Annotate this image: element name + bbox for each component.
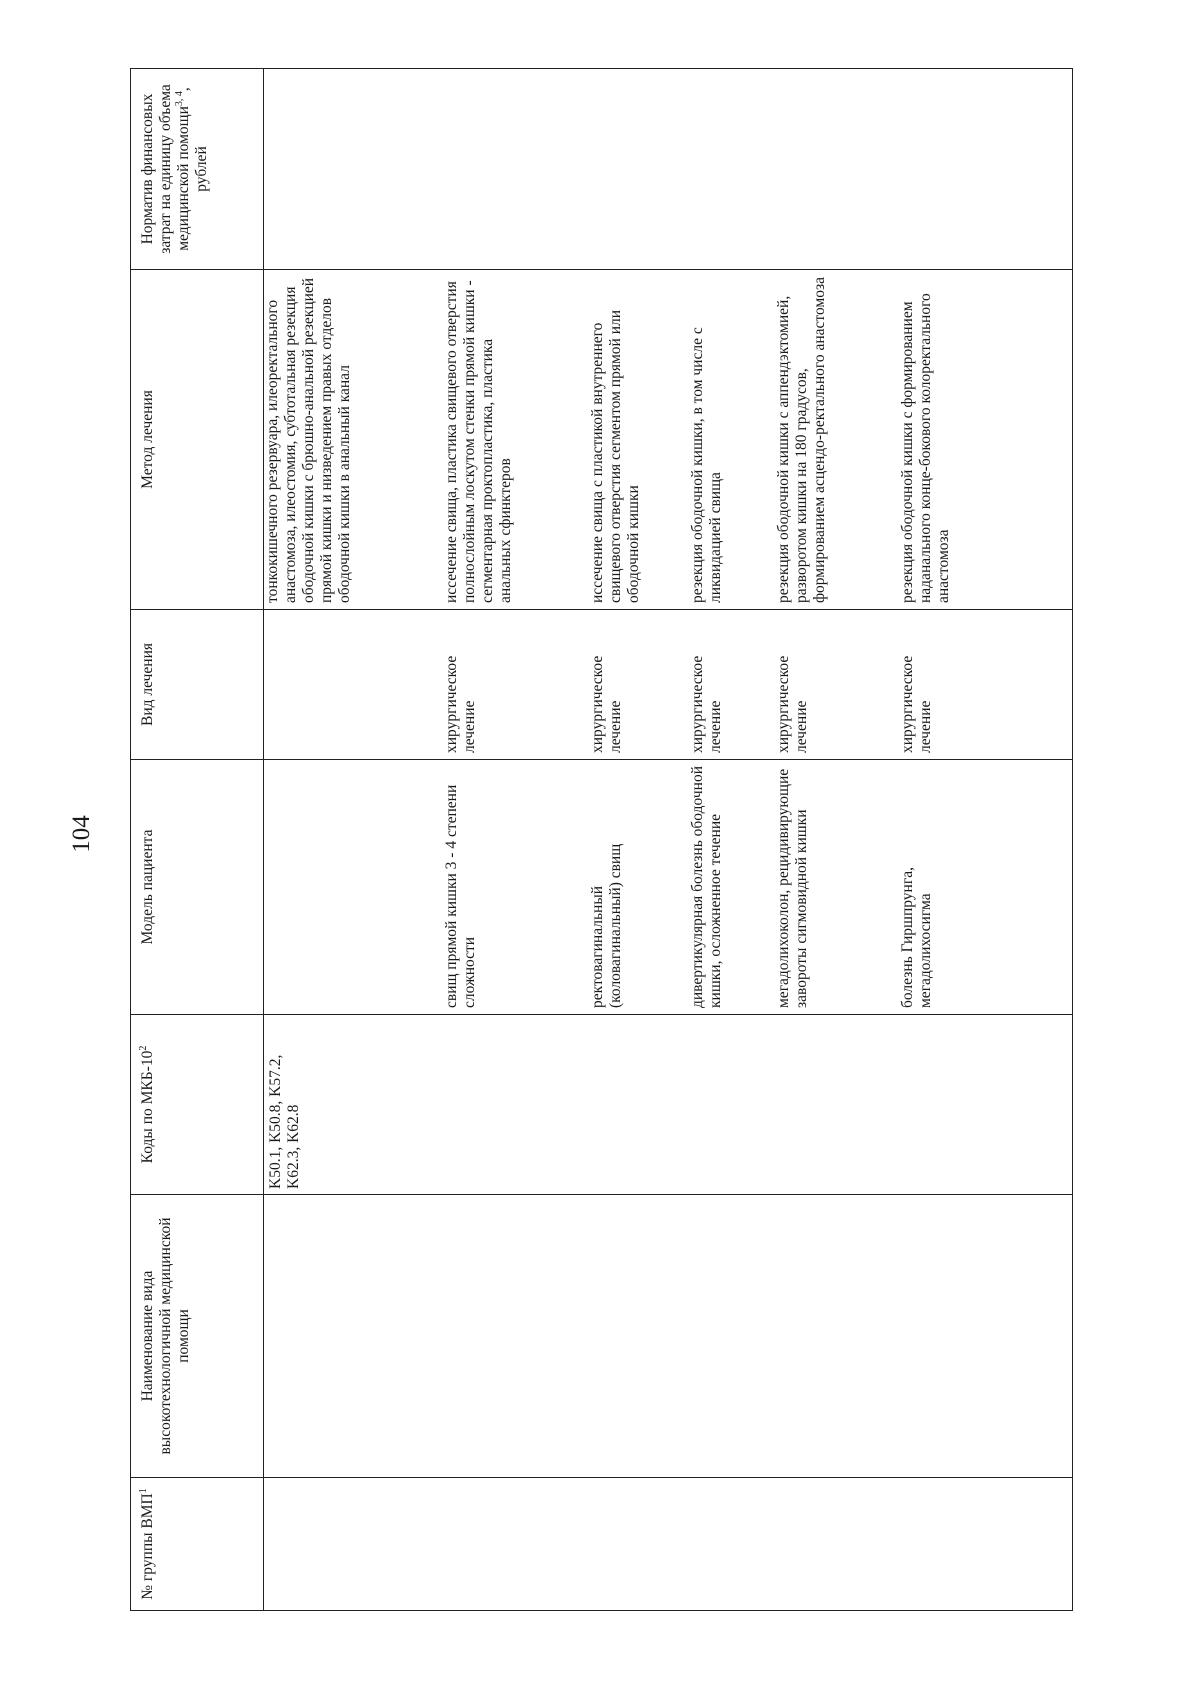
- table-row: [264, 69, 1073, 1611]
- treatment-item: хирургическое лечение: [689, 655, 724, 753]
- model-item: [264, 760, 443, 1014]
- model-item: дивертикулярная болезнь ободочной кишки, осложненное течение: [689, 766, 724, 1008]
- model-item: мегадолихоколон, рецидивирующие завороты сигмовидной кишки: [775, 768, 810, 1008]
- col-header-patient-model: Модель пациента: [131, 760, 264, 1015]
- model-item: свищ прямой кишки 3 - 4 степени сложности: [443, 784, 478, 1008]
- treatment-item: хирургическое лечение: [443, 655, 478, 753]
- method-item: тонкокишечного резервуара, илеоректального анастомоза, илеостомия, субтотальная резекция ободочной кишки с брюшно-анальной резекцией прямой кишки и низведением правых отделов ободочной кишки в анальный канал: [264, 277, 353, 603]
- col-header-icd-codes: Коды по МКБ-$10^2$: [131, 1015, 264, 1195]
- method-item: резекция ободочной кишки, в том числе с ликвидацией свища: [689, 327, 724, 603]
- col-header-group-no: № группы ВМП$^1$: [131, 1478, 264, 1611]
- treatment-item: хирургическое лечение: [775, 655, 810, 753]
- cell-icd-codes: K50.1, K50.8, K57.2, K62.3, K62.8: [264, 1015, 1073, 1195]
- model-item: ректовагинальный (коловагинальный) свищ: [589, 843, 624, 1008]
- treatment-item: хирургическое лечение: [899, 655, 934, 753]
- rotated-table-sheet: [130, 69, 1073, 1611]
- col-header-treatment-method: Метод лечения: [131, 270, 264, 610]
- cell-group-no: [264, 1478, 1073, 1611]
- cell-cost-norm: [264, 69, 1073, 270]
- header-row: [131, 69, 264, 1611]
- method-item: иссечение свища, пластика свищевого отверстия полнослойным лоскутом стенки прямой кишки - сегментарная проктопластика, пластика анальных сфинктеров: [443, 280, 514, 603]
- method-item: иссечение свища с пластикой внутреннего свищевого отверстия сегментом прямой или ободочной кишки: [589, 309, 642, 603]
- cell-vmp-name: [264, 1195, 1073, 1478]
- col-header-cost-norm: Норматив финансовых затрат на единицу объема медицинской помощи$^{3, 4}$, рублей: [131, 69, 264, 270]
- method-item: резекция ободочной кишки с формированием наданального конце-бокового колоректального анастомоза: [899, 293, 952, 603]
- treatment-item: хирургическое лечение: [589, 655, 624, 753]
- treatment-item: [264, 610, 443, 759]
- method-item: резекция ободочной кишки с аппендэктомией, разворотом кишки на 180 градусов, формированием асцендо-ректального анастомоза: [775, 277, 828, 603]
- cell-treatment-types: [264, 610, 1073, 760]
- col-header-treatment-type: Вид лечения: [131, 610, 264, 760]
- col-header-vmp-name: Наименование вида высокотехнологичной медицинской помощи: [131, 1195, 264, 1478]
- vmp-table: [130, 68, 1073, 1611]
- model-item: болезнь Гиршпрунга, мегадолихосигма: [899, 867, 934, 1008]
- page-number: 104: [68, 815, 95, 853]
- cell-patient-models: [264, 760, 1073, 1015]
- cell-treatment-methods: [264, 270, 1073, 610]
